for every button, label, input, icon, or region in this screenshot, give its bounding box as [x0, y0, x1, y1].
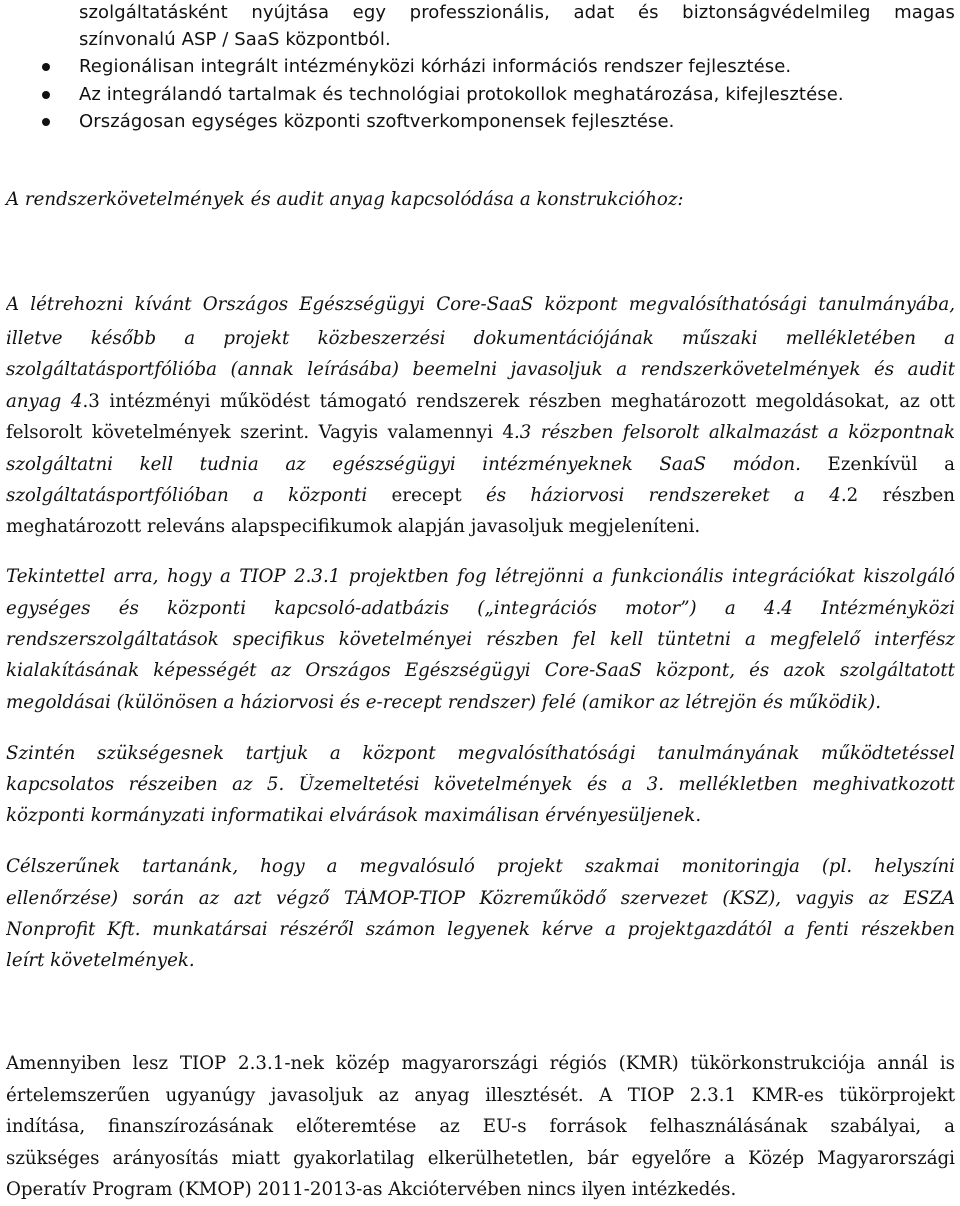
paragraph-line: Nonprofit Kft. munkatársai részéről számon legyenek kérve a projektgazdától a fenti részekben — [6, 919, 955, 940]
paragraph-line: ellenőrzése) során az azt végző TÁMOP-TIOP Közreműködő szervezet (KSZ), vagyis az ESZA — [6, 888, 955, 909]
text-run: Ezenkívül a — [800, 454, 955, 475]
list-item-text: Az integrálandó tartalmak és technológiai protokollok meghatározása, kifejlesztése. — [79, 84, 844, 105]
paragraph-line — [6, 485, 955, 507]
text-run: .3 részben felsorolt alkalmazást a központnak — [514, 422, 955, 443]
paragraph-line — [6, 391, 955, 413]
text-run: felsorolt követelmények szerint. Vagyis valamennyi 4 — [6, 422, 514, 443]
list-item — [0, 111, 960, 133]
paragraph-line: szükséges arányosítás miatt gyakorlatilag elkerülhetetlen, bár egyelőre a Közép Magyarországi — [6, 1148, 955, 1169]
text-run: erecept — [367, 485, 486, 506]
bullet-icon — [42, 91, 50, 99]
paragraph-line: szolgáltatásportfólióba (annak leírásába) beemelni javasoljuk a rendszerkövetelmények és audit — [6, 359, 955, 380]
paragraph-line: illetve később a projekt közbeszerzési dokumentációjának műszaki mellékletében a — [6, 328, 955, 349]
paragraph-line: meghatározott releváns alapspecifikumok alapján javasoljuk megjeleníteni. — [6, 516, 701, 537]
paragraph-line: rendszerszolgáltatások specifikus követelményei részben fel kell tüntetni a megfelelő interfész — [6, 629, 955, 650]
paragraph-line — [6, 422, 955, 444]
paragraph-line: Operatív Program (KMOP) 2011-2013-as Akciótervében nincs ilyen intézkedés. — [6, 1179, 737, 1200]
text-run: .2 részben — [840, 485, 955, 506]
list-item-text: Országosan egységes központi szoftverkomponensek fejlesztése. — [79, 111, 675, 132]
text-run: és háziorvosi rendszereket a 4 — [485, 485, 841, 506]
paragraph-line — [6, 454, 955, 476]
paragraph-line: indítása, finanszírozásának előteremtése az EU-s források felhasználásának szabályai, a — [6, 1116, 955, 1137]
paragraph-line: Szintén szükségesnek tartjuk a központ megvalósíthatósági tanulmányának működtetéssel — [6, 743, 955, 764]
paragraph-line: Amennyiben lesz TIOP 2.3.1-nek közép magyarországi régiós (KMR) tükörkonstrukciója annál is — [6, 1053, 955, 1074]
paragraph-line: egységes és központi kapcsoló-adatbázis („integrációs motor”) a 4.4 Intézményközi — [6, 598, 955, 619]
paragraph-line: megoldásai (különösen a háziorvosi és e-recept rendszer) felé (amikor az létrejön és működik). — [6, 692, 882, 713]
intro-line-1: szolgáltatásként nyújtása egy professzionális, adat és biztonságvédelmileg magas — [79, 2, 955, 23]
list-item — [0, 56, 960, 78]
paragraph-line: leírt követelmények. — [6, 950, 195, 971]
text-run: szolgáltatni kell tudnia az egészségügyi intézményeknek SaaS módon. — [6, 454, 801, 475]
paragraph-line: A létrehozni kívánt Országos Egészségügyi Core-SaaS központ megvalósíthatósági tanulmányába, — [6, 294, 955, 315]
bullet-icon — [42, 63, 50, 71]
bullet-icon — [42, 118, 50, 126]
text-run: anyag 4 — [6, 391, 83, 412]
intro-line-2: színvonalú ASP / SaaS központból. — [79, 29, 391, 50]
paragraph-line: Célszerűnek tartanánk, hogy a megvalósuló projekt szakmai monitoringja (pl. helyszíni — [6, 856, 955, 877]
text-run: .3 intézményi működést támogató rendszerek részben meghatározott megoldásokat, az ott — [82, 391, 955, 412]
paragraph-line: értelemszerűen ugyanúgy javasoljuk az anyag illesztését. A TIOP 2.3.1 KMR-es tükörprojekt — [6, 1085, 955, 1106]
list-item-text: Regionálisan integrált intézményközi kórházi információs rendszer fejlesztése. — [79, 56, 792, 77]
list-item — [0, 84, 960, 106]
section-heading: A rendszerkövetelmények és audit anyag kapcsolódása a konstrukcióhoz: — [6, 189, 684, 210]
paragraph-line: központi kormányzati informatikai elvárások maximálisan érvényesüljenek. — [6, 805, 702, 826]
text-run: szolgáltatásportfólióban a központi — [6, 485, 368, 506]
paragraph-line: kialakításának képességét az Országos Egészségügyi Core-SaaS központ, és azok szolgáltatott — [6, 660, 955, 681]
paragraph-line: Tekintettel arra, hogy a TIOP 2.3.1 projektben fog létrejönni a funkcionális integrációkat kiszolgáló — [6, 566, 955, 587]
paragraph-line: kapcsolatos részeiben az 5. Üzemeltetési követelmények és a 3. mellékletben meghivatkozott — [6, 774, 955, 795]
